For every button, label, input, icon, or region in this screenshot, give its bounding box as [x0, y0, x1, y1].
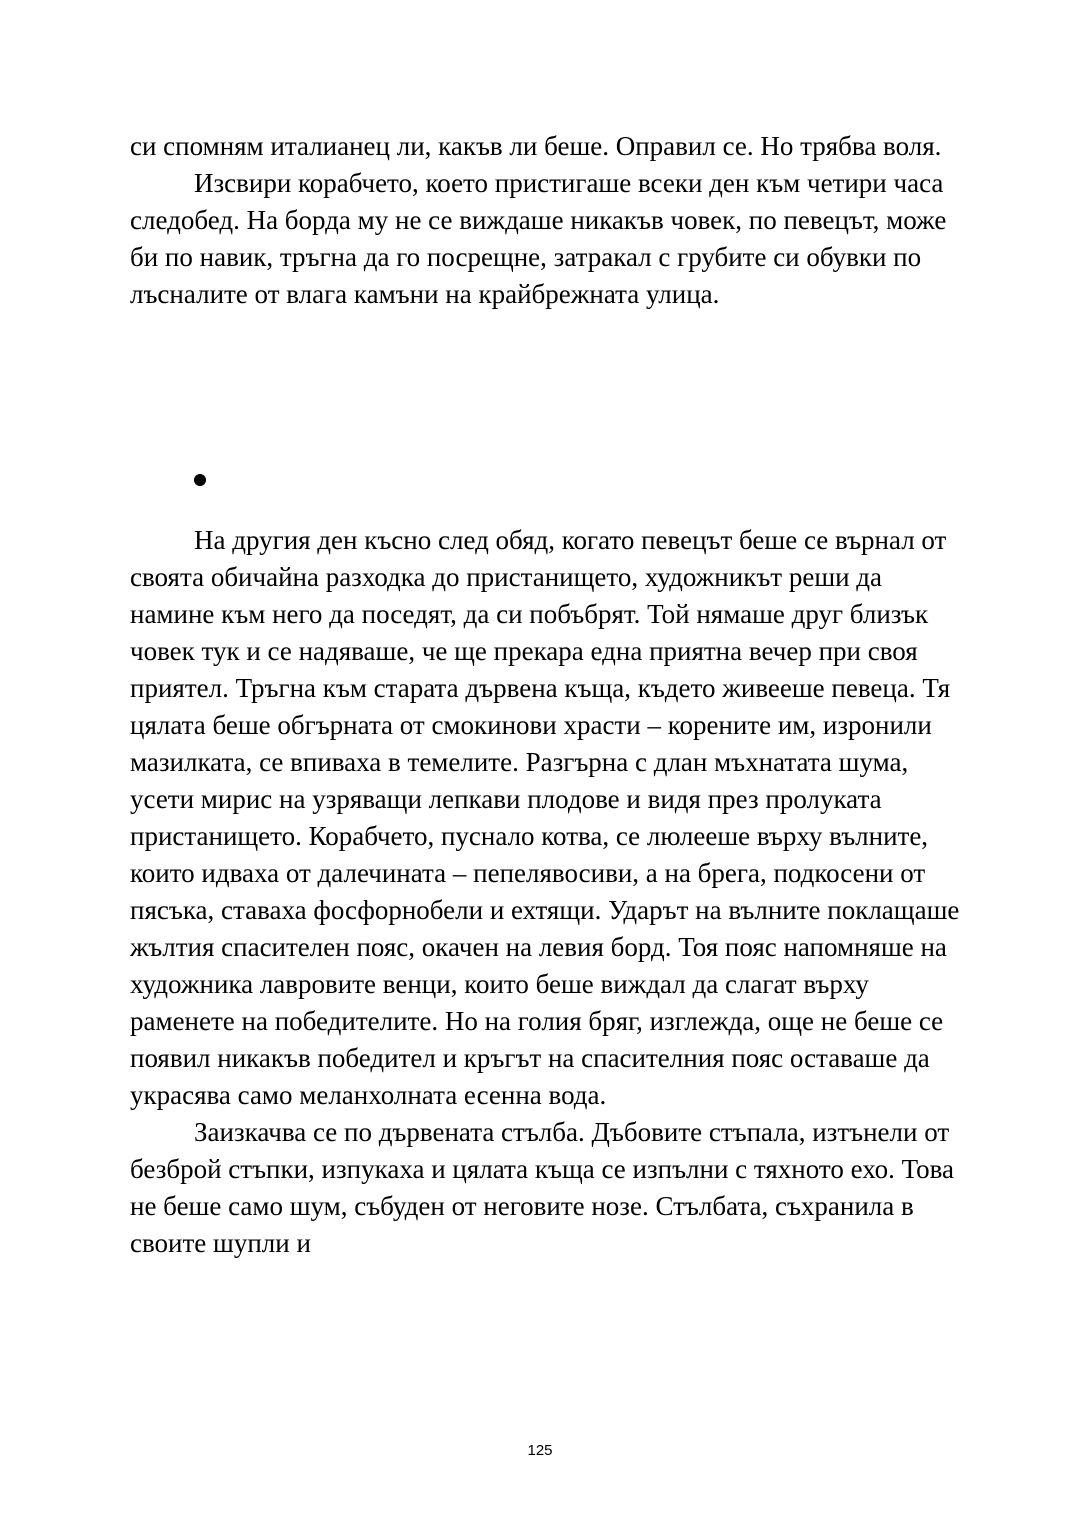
paragraph: На другия ден късно след обяд, когато певецът беше се върнал от своята обичайна разходка до пристанището, художникът реши да намине към него да поседят, да си побъбрят. Той нямаше друг близък човек тук и се надяваше, че ще прекара една приятна вечер при своя приятел. Тръгна към старата дървена къща, където живееше певеца. Тя цялата беше обгърната от смокинови храсти – корените им, изронили мазилката, се впиваха в темелите. Разгърна с длан мъхнатата шума, усети мирис на узряващи лепкави плодове и видя през пролуката пристанището. Корабчето, пуснало котва, се люлееше върху вълните, които идваха от далечината – пепелявосиви, а на брега, подкосени от пясъка, ставаха фосфорнобели и ехтящи. Ударът на вълните поклащаше жълтия спасителен пояс, окачен на левия борд. Тоя пояс напомняше на художника лавровите венци, които беше виждал да слагат върху раменете на победителите. Но на голия бряг, изглежда, още не беше се появил никакъв победител и кръгът на спасителния пояс оставаше да украсява само меланхолната есенна вода. — [130, 525, 960, 1110]
page-number: 125 — [527, 1442, 553, 1459]
text-block-top — [130, 128, 960, 313]
paragraph: Заизкачва се по дървената стълба. Дъбовите стъпала, изтънели от безброй стъпки, изпукаха и цялата къща се изпълни с тяхното ехо. Това не беше само шум, събуден от неговите нозе. Стълбата, съхранила в своите шупли и — [130, 1117, 955, 1258]
paragraph: Изсвири корабчето, което пристигаше всеки ден към четири часа следобед. На борда му не се виждаше никакъв човек, по певецът, може би по навик, тръгна да го посрещне, затракал с грубите си обувки по лъсналите от влага камъни на крайбрежната улица. — [130, 168, 947, 309]
section-separator-bullet — [194, 474, 206, 486]
text-block-bottom — [130, 522, 960, 1262]
paragraph-continuation: си спомням италианец ли, какъв ли беше. Оправил се. Но трябва воля. — [130, 131, 942, 161]
